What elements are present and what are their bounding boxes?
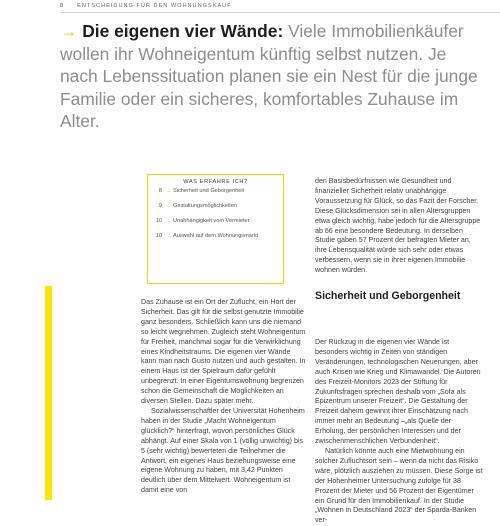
paragraph: Sozialwissenschaftler der Universität Hohenheim haben in der Studie „Macht Wohneigentum glücklich?“ hinterfragt, wovon persönliches Glück abhängt. Auf einer Skala von 1 (völlig unwichtig) bis 5 (sehr wichtig) bewerteten die Teilnehmer die Antwort, ein eigenes Haus beziehungsweise eine eigene Wohnung zu haben, mit 3,42 Punkten deutlich über dem Mittelwert. Wohneigentum ist damit eine von <box>141 406 305 495</box>
toc-item-page: 8 <box>158 188 162 194</box>
toc-item <box>154 203 282 210</box>
arrow-right-icon: → <box>166 188 172 194</box>
toc-item <box>154 233 282 240</box>
body-text-right-top <box>315 177 483 276</box>
section-heading: Sicherheit und Geborgenheit <box>315 290 461 302</box>
toc-item-label: Gestaltungsmöglichkeiten <box>173 203 238 209</box>
running-title: ENTSCHEIDUNG FÜR DEN WOHNUNGSKAUF <box>77 3 232 9</box>
lead-text: Viele Immobilienkäufer wollen ihr Wohneigentum künftig selbst nutzen. Je nach Lebenssituation planen sie ein Nest für die junge Familie oder ein sicheres, komfortables Zuhause im Alter. <box>60 21 478 132</box>
body-text-left <box>141 298 307 496</box>
toc-item-page: 10 <box>155 218 162 224</box>
body-text-right <box>315 338 483 526</box>
toc-item <box>154 188 282 195</box>
arrow-right-icon: → <box>60 21 78 41</box>
toc-item-page: 10 <box>155 233 162 239</box>
page-number: 8 <box>60 3 64 9</box>
running-header <box>60 0 500 12</box>
lead-heading: Die eigenen vier Wände: <box>82 21 284 41</box>
paragraph: Natürlich könnte auch eine Mietwohnung ein solcher Zufluchtsort sein – wenn da nicht das Risiko wäre, plötzlich ausziehen zu müssen. Diese Sorge ist der Hohenheimer Untersuchung zufolge für 38 Prozent der Mieter und 56 Prozent der Eigentümer ein Grund für den Immobilienkauf. In der Studie „Wohnen in Deutschland 2023“ der Sparda-Banken ver- <box>315 446 483 525</box>
paragraph: Das Zuhause ist ein Ort der Zuflucht, ein Hort der Sicherheit. Das gilt für die selbst genutzte Immobilie ganz besonders. Schließlich kann uns die niemand so leicht wegnehmen. Zugleich steht Wohneigentum für Freiheit, manchmal sogar für die Verwirklichung eines Kindheitstraums. Die eigenen vier Wände kann man nach Gusto nutzen und auch gestalten. In einem Haus ist der Spielraum dafür gefühlt unbegrenzt. In einer Eigentumswohnung begrenzen schon die Gemeinschaft die Möglichkeiten an diversen Stellen. Dazu später mehr. <box>141 298 306 406</box>
toc-box-title: WAS ERFAHRE ICH? <box>183 179 248 185</box>
paragraph: Der Rückzug in die eigenen vier Wände ist besonders wichtig in Zeiten von ständigen Veränderungen, technologischen Neuerungen, aber auch Krisen wie Krieg und Klimawandel. Die Autoren des Freizeit-Monitors 2023 der Stiftung für Zukunftsfragen sprechen deshalb vom „Sofa als Epizentrum unserer Freizeit“. Die Gestaltung der Freizeit daheim gewinnt ihrer Einschätzung nach immer mehr an Bedeutung –„als Quelle der Erholung, der persönlichen Interessen und der zwischenmenschlichen Verbundenheit“. <box>315 338 481 446</box>
toc-item-label: Auswahl auf dem Wohnungsmarkt <box>173 233 259 239</box>
toc-item-label: Unabhängigkeit vom Vermieter <box>173 218 250 224</box>
toc-item <box>154 218 282 225</box>
lead-paragraph <box>60 20 480 133</box>
paragraph: den Basisbedürfnissen wie Gesundheit und finanzieller Sicherheit relativ unabhängige Voraussetzung für Glück, so das Fazit der Forscher. Diese Glücksdimension sei in allen Altersgruppen etwa gleich wichtig, habe jedoch für die Altersgruppe ab 66 eine besondere Bedeutung. In derselben Studie gaben 57 Prozent der befragten Mieter an, ihre Lebensqualität würde sich sehr oder etwas verbessern, wenn sie in ihrer eigenen Immobilie wohnen würden. <box>315 177 481 275</box>
toc-item-label: Sicherheit und Geborgenheit <box>173 188 245 194</box>
arrow-right-icon: → <box>166 203 172 209</box>
toc-item-page: 9 <box>158 203 162 209</box>
toc-box <box>147 174 284 284</box>
accent-bar <box>45 286 52 500</box>
arrow-right-icon: → <box>166 218 172 224</box>
arrow-right-icon: → <box>166 233 172 239</box>
header-rule <box>60 12 500 13</box>
